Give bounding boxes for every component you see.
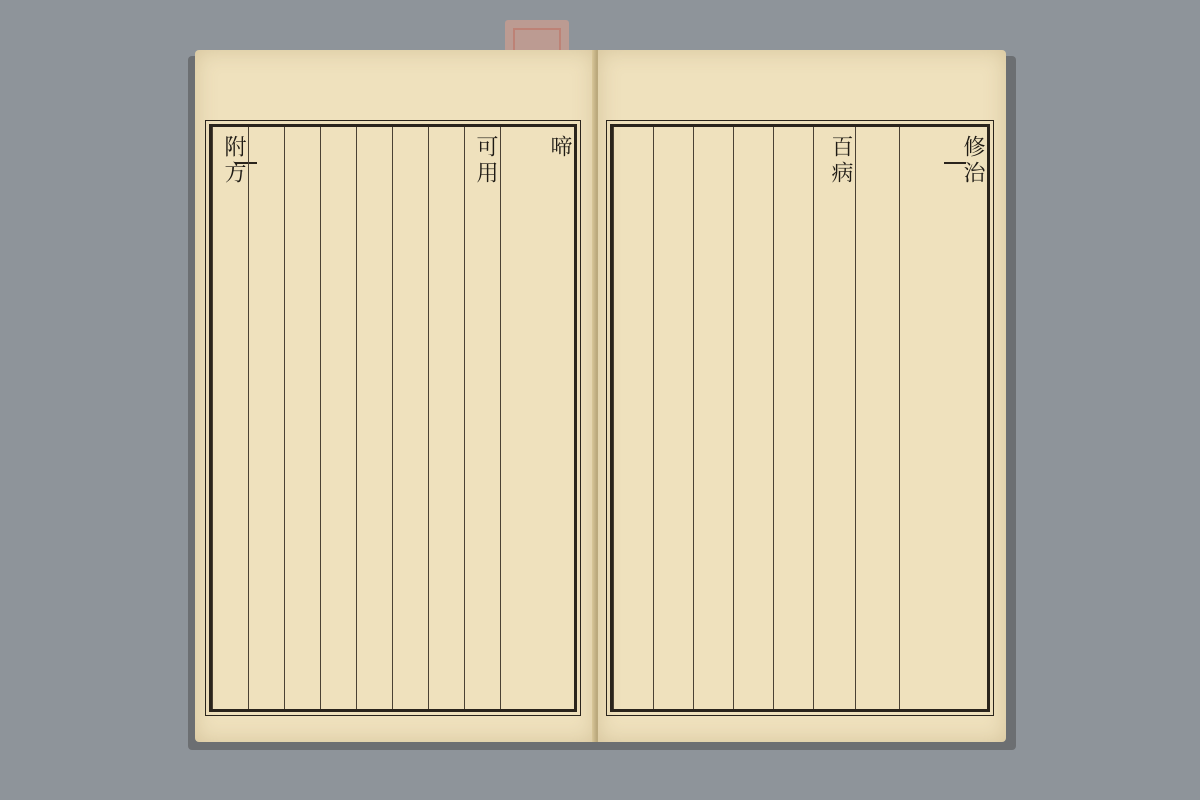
right-page bbox=[598, 50, 1006, 742]
text-column bbox=[773, 127, 813, 709]
text-column bbox=[855, 127, 899, 709]
text-column bbox=[392, 127, 428, 709]
text-column bbox=[733, 127, 773, 709]
text-column bbox=[320, 127, 356, 709]
text-column: 啼 bbox=[547, 135, 572, 161]
text-column: 百病 bbox=[813, 127, 855, 709]
text-column bbox=[693, 127, 733, 709]
text-column: 可用 bbox=[464, 127, 500, 709]
text-column bbox=[284, 127, 320, 709]
text-column bbox=[248, 127, 284, 709]
text-column bbox=[500, 127, 538, 709]
text-column bbox=[899, 127, 943, 709]
text-column bbox=[428, 127, 464, 709]
left-page bbox=[195, 50, 595, 742]
text-column: 附方 bbox=[212, 127, 248, 709]
text-column bbox=[356, 127, 392, 709]
right-page-frame bbox=[610, 124, 990, 712]
text-column bbox=[613, 127, 653, 709]
text-column: 修治 bbox=[960, 135, 985, 187]
left-page-frame bbox=[209, 124, 577, 712]
text-column bbox=[653, 127, 693, 709]
